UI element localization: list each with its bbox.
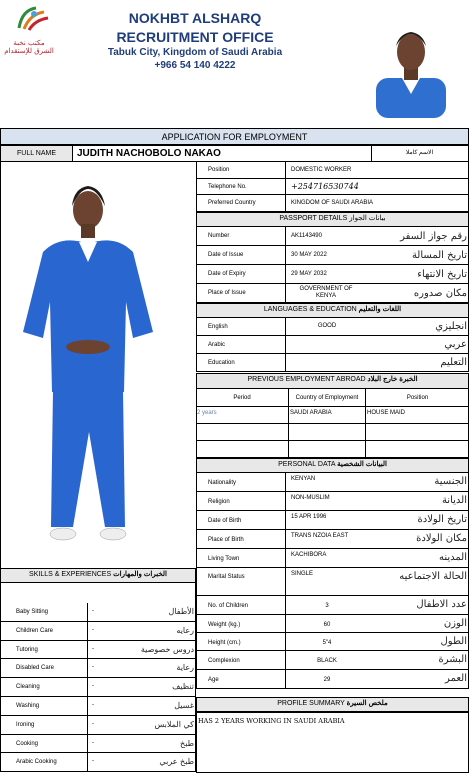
personal-arabic: عدد الاطفال (416, 599, 467, 610)
passport-value: 30 MAY 2022 (291, 252, 327, 258)
skill-value: - (92, 664, 94, 671)
skill-arabic: تنظيف (172, 682, 194, 692)
personal-arabic: الوزن (443, 618, 467, 629)
skill-arabic: دروس خصوصية (140, 644, 194, 654)
info-label: Position (196, 162, 286, 179)
personal-arabic: الحالة الاجتماعيه (399, 571, 467, 582)
passport-value: AK1143490 (291, 233, 322, 239)
passport-value: GOVERNMENT OF KENYA (299, 286, 353, 299)
passport-title-arabic: بيانات الجواز (349, 215, 386, 222)
profile-section-title (196, 697, 469, 712)
company-phone: +966 54 140 4222 (154, 60, 236, 71)
info-label: Preferred Country (196, 195, 286, 212)
profile-title-arabic: ملخص السيرة (346, 700, 388, 707)
personal-label: Place of Birth (196, 530, 286, 549)
skill-value: - (92, 683, 94, 690)
personal-value: SINGLE (291, 571, 314, 577)
skill-value: - (92, 702, 94, 708)
employment-header-cell: Period (196, 389, 289, 407)
skill-arabic: الأطفال (168, 607, 194, 616)
personal-title-arabic: البيانات الشخصية (337, 461, 387, 468)
personal-label: No. of Children (196, 596, 286, 615)
passport-arabic: تاريخ الانتهاء (417, 269, 467, 280)
personal-label: Living Town (196, 549, 286, 568)
full-body-photo (0, 162, 196, 568)
personal-arabic: مكان الولادة (416, 533, 467, 544)
language-label: Education (196, 354, 286, 372)
full-name-label: FULL NAME (1, 146, 73, 161)
employment-cell (196, 441, 289, 458)
skill-value: - (92, 739, 94, 746)
skill-arabic: رعايه (176, 625, 194, 635)
passport-section-title (196, 212, 469, 227)
language-value (289, 354, 365, 372)
language-arabic: التعليم (440, 357, 467, 368)
profile-title: PROFILE SUMMARY (277, 700, 345, 707)
passport-arabic: مكان صدوره (413, 288, 467, 299)
skills-title: SKILLS & EXPERIENCES (29, 571, 112, 578)
skill-value: - (92, 608, 94, 614)
passport-label: Place of Issue (196, 284, 286, 303)
info-value: KINGDOM OF SAUDI ARABIA (291, 200, 374, 206)
skill-value: - (92, 758, 94, 765)
personal-label: Date of Birth (196, 511, 286, 530)
skill-arabic: رعاية (176, 663, 194, 673)
skill-label: Cooking (0, 735, 88, 754)
skill-label: Disabled Care (0, 659, 88, 678)
skill-arabic: طبخ عربي (159, 757, 194, 767)
personal-arabic: العمر (445, 673, 467, 684)
personal-arabic: الطول (440, 636, 467, 647)
logo-emblem-icon (4, 4, 54, 34)
employment-cell: SAUDI ARABIA (289, 407, 366, 424)
headshot-photo (366, 18, 456, 118)
full-name-row (0, 145, 469, 162)
skill-label: Cleaning (0, 678, 88, 697)
employment-cell (366, 424, 469, 441)
personal-arabic: البشرة (438, 654, 467, 665)
employment-cell (289, 441, 366, 458)
company-name: NOKHBT ALSHARQ (128, 10, 262, 26)
personal-value: NON-MUSLIM (291, 495, 330, 501)
skill-arabic: طبخ (180, 738, 194, 748)
employment-cell (366, 441, 469, 458)
language-label: Arabic (196, 336, 286, 354)
personal-arabic: تاريخ الولادة (417, 514, 467, 525)
employment-title: PREVIOUS EMPLOYMENT ABROAD (247, 376, 366, 383)
passport-arabic: رقم جواز السفر (400, 231, 467, 242)
profile-summary-box (196, 712, 469, 773)
skills-title-arabic: الخبرات والمهارات (113, 571, 167, 578)
passport-label: Date of Issue (196, 246, 286, 265)
personal-value: 15 APR 1996 (291, 514, 327, 520)
personal-value: KENYAN (291, 476, 316, 482)
info-value: +254716530744 (291, 181, 359, 191)
employment-cell (289, 424, 366, 441)
personal-label: Weight (kg.) (196, 615, 286, 633)
passport-label: Number (196, 227, 286, 246)
skill-value: - (92, 626, 94, 633)
info-value: DOMESTIC WORKER (291, 167, 352, 173)
skill-label: Baby Sitting (0, 603, 88, 622)
language-arabic: عربي (444, 339, 467, 350)
full-name-arabic: الاسم كاملا (371, 146, 467, 161)
employment-section-title (196, 373, 469, 389)
profile-summary-text: HAS 2 YEARS WORKING IN SAUDI ARABIA (198, 717, 345, 725)
info-label: Telephone No. (196, 179, 286, 196)
personal-value: 29 (323, 677, 331, 683)
personal-value: 60 (323, 622, 331, 628)
logo-arabic-text: مكتب نخبة الشرق للإستقدام (4, 39, 54, 55)
skill-label: Ironing (0, 716, 88, 735)
personal-title: PERSONAL DATA (278, 461, 336, 468)
personal-value: KACHIBORA (291, 552, 327, 558)
skill-label: Washing (0, 697, 88, 716)
language-arabic: انجليزي (435, 321, 467, 332)
personal-label: Nationality (196, 473, 286, 492)
employment-header-cell: Country of Employment (289, 389, 366, 407)
company-subtitle: RECRUITMENT OFFICE (116, 29, 274, 45)
employment-cell (196, 424, 289, 441)
personal-label: Height (cm.) (196, 633, 286, 651)
skill-value: - (92, 645, 94, 652)
employment-cell: 2 years (196, 407, 289, 424)
passport-value: 29 MAY 2032 (291, 271, 327, 277)
personal-label: Religion (196, 492, 286, 511)
logo (4, 4, 54, 55)
skill-label: Arabic Cooking (0, 753, 88, 772)
personal-section-title (196, 458, 469, 473)
personal-arabic: الجنسية (434, 476, 467, 487)
passport-title: PASSPORT DETAILS (279, 215, 348, 222)
company-location: Tabuk City, Kingdom of Saudi Arabia (107, 47, 283, 58)
personal-value: TRANS NZOIA EAST (291, 533, 349, 539)
language-value: GOOD (317, 323, 337, 329)
skill-arabic: غسيل (174, 701, 194, 710)
employment-title-arabic: الخبرة خارج البلاد (367, 376, 418, 383)
languages-section-title (196, 303, 469, 318)
skills-spacer (0, 583, 196, 603)
languages-title: LANGUAGES & EDUCATION (263, 306, 357, 313)
passport-arabic: تاريخ المسالة (411, 250, 467, 261)
personal-value: 3 (325, 603, 329, 609)
employment-cell: HOUSE MAID (367, 410, 406, 416)
form-title: APPLICATION FOR EMPLOYMENT (0, 128, 469, 145)
employment-header-cell: Position (406, 395, 429, 401)
passport-label: Date of Expiry (196, 265, 286, 284)
personal-label: Age (196, 670, 286, 689)
full-name-value: JUDITH NACHOBOLO NAKAO (77, 148, 221, 159)
skill-label: Children Care (0, 622, 88, 641)
personal-value: BLACK (317, 658, 337, 664)
skill-value: - (92, 720, 94, 727)
personal-arabic: الديانة (441, 495, 467, 506)
skill-label: Tutoring (0, 641, 88, 660)
skills-section-title (0, 568, 196, 583)
personal-label: Complexion (196, 651, 286, 670)
language-value (289, 336, 365, 354)
personal-arabic: المدينه (438, 552, 467, 563)
personal-value: 5"4 (322, 640, 332, 646)
skill-arabic: كي الملابس (154, 719, 194, 729)
language-label: English (196, 318, 286, 336)
personal-label: Marital Status (196, 568, 286, 596)
languages-title-arabic: اللغات والتعليم (358, 306, 402, 313)
